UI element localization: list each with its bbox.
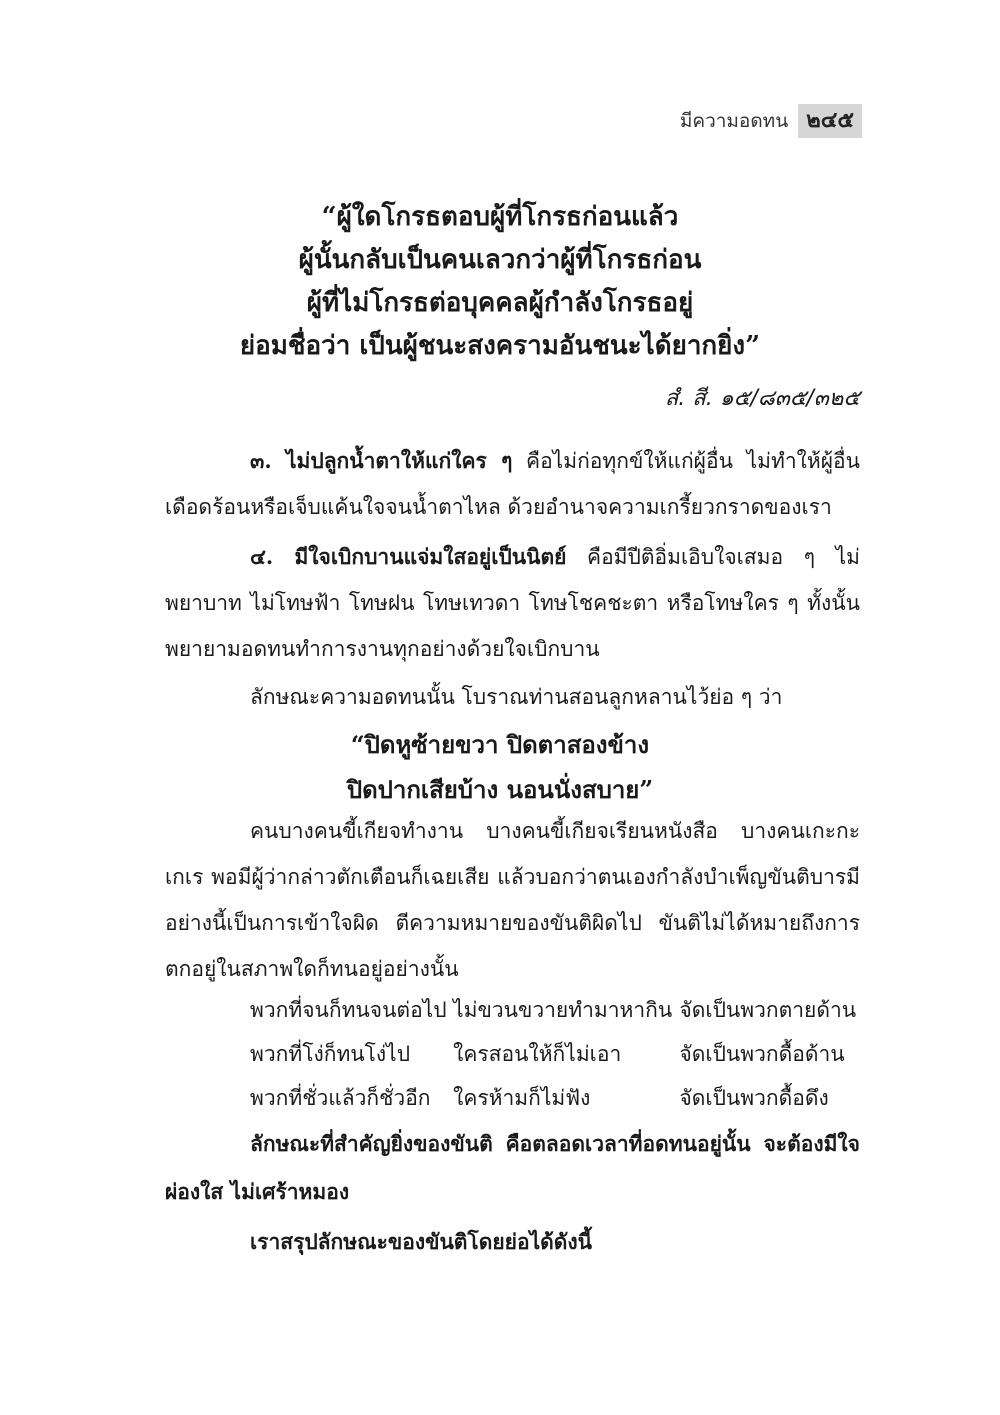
page-number: ๒๔๕ (798, 104, 862, 138)
type-group: พวกที่โง่ก็ทนโง่ไป (250, 1041, 411, 1066)
item-3-heading: ๓. ไม่ปลูกน้ำตาให้แก่ใคร ๆ (250, 448, 513, 473)
quote-block (140, 196, 860, 368)
key-point-paragraph: ลักษณะที่สำคัญยิ่งของขันติ คือตลอดเวลาที่อดทนอยู่นั้น จะต้องมีใจผ่องใส ไม่เศร้าหมอง (165, 1131, 860, 1204)
table-row (250, 1032, 862, 1076)
item-4-heading: ๔. มีใจเบิกบานแจ่มใสอยู่เป็นนิตย์ (250, 544, 567, 569)
type-label: จัดเป็นพวกดื้อด้าน (679, 1041, 845, 1066)
lazy-paragraph: คนบางคนขี้เกียจทำงาน บางคนขี้เกียจเรียนหนังสือ บางคนเกะกะเกเร พอมีผู้ว่ากล่าวตักเตือนก็เฉยเสีย แล้วบอกว่าตนเองกำลังบำเพ็ญขันติบารมี อย่างนี้เป็นการเข้าใจผิด ตีความหมายของขันติผิดไป ขันติไม่ได้หมายถึงการตกอยู่ในสภาพใดก็ทนอยู่อย่างนั้น (165, 819, 860, 981)
quote-line: ผู้นั้นกลับเป็นคนเลวกว่าผู้ที่โกรธก่อน (298, 245, 702, 275)
table-row (250, 1076, 862, 1120)
saying-line: ปิดปากเสียบ้าง นอนนั่งสบาย” (346, 775, 654, 804)
item-4-paragraph (165, 534, 860, 672)
quote-line: “ผู้ใดโกรธตอบผู้ที่โกรธก่อนแล้ว (321, 202, 679, 232)
item-3-text: คือไม่ก่อทุกข์ให้แก่ผู้อื่น ไม่ทำให้ผู้อื่นเดือดร้อนหรือเจ็บแค้นใจจนน้ำตาไหล ด้วยอำนาจความเกรี้ยวกราดของเรา (165, 449, 861, 519)
type-behavior: ใครห้ามก็ไม่ฟัง (453, 1085, 591, 1110)
saying-line: “ปิดหูซ้ายขวา ปิดตาสองข้าง (350, 730, 650, 759)
saying-intro: ลักษณะความอดทนนั้น โบราณท่านสอนลูกหลานไว้ย่อ ๆ ว่า (250, 685, 783, 709)
quote-reference: สํ. สี. ๑๕/๘๓๕/๓๒๕ (664, 386, 860, 411)
chapter-title: มีความอดทน (679, 110, 789, 132)
type-group: พวกที่ชั่วแล้วก็ชั่วอีก (250, 1085, 431, 1110)
page-header (680, 104, 862, 138)
type-behavior: ไม่ขวนขวายทำมาหากิน (453, 997, 673, 1022)
table-row (250, 988, 862, 1032)
type-label: จัดเป็นพวกดื้อดึง (679, 1085, 829, 1110)
quote-line: ผู้ที่ไม่โกรธต่อบุคคลผู้กำลังโกรธอยู่ (306, 288, 694, 318)
item-4-text: คือมีปีติอิ่มเอิบใจเสมอ ๆ ไม่พยาบาท ไม่โทษฟ้า โทษฝน โทษเทวดา โทษโชคชะตา หรือโทษใคร ๆ ทั้งนั้น พยายามอดทนทำการงานทุกอย่างด้วยใจเบิกบาน (165, 545, 861, 661)
type-group: พวกที่จนก็ทนจนต่อไป (250, 997, 447, 1022)
quote-line: ย่อมชื่อว่า เป็นผู้ชนะสงครามอันชนะได้ยากยิ่ง” (239, 331, 761, 361)
type-behavior: ใครสอนให้ก็ไม่เอา (453, 1041, 622, 1066)
types-table (250, 988, 862, 1120)
type-label: จัดเป็นพวกตายด้าน (679, 997, 857, 1022)
summary-intro: เราสรุปลักษณะของขันติโดยย่อได้ดังนี้ (250, 1229, 593, 1254)
saying-block (140, 722, 860, 812)
item-3-paragraph (165, 438, 860, 530)
